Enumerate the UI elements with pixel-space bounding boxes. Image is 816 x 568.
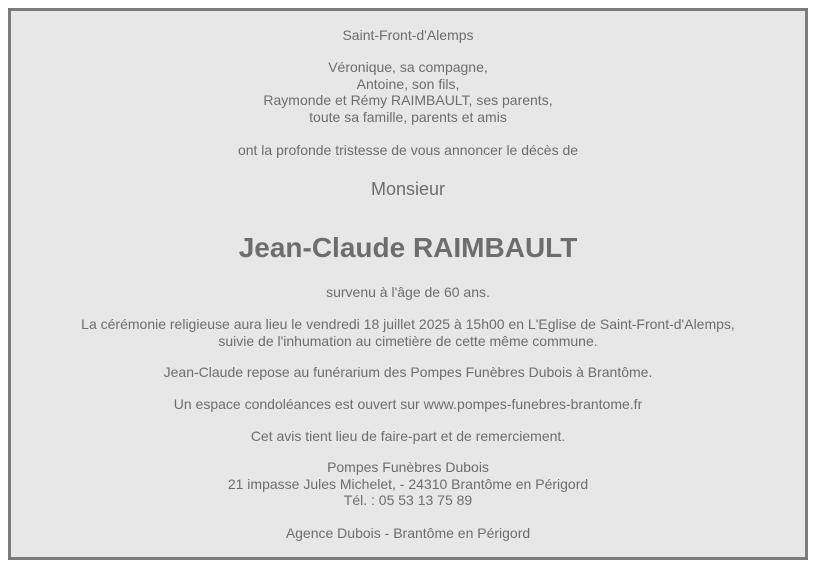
locality-text: Saint-Front-d'Alemps — [342, 27, 474, 43]
rest-place — [11, 364, 805, 381]
funeral-home-name: Pompes Funèbres Dubois — [327, 459, 489, 475]
funeral-home-info — [11, 459, 805, 509]
honorific-text: Monsieur — [370, 179, 446, 199]
rest-place-text: Jean-Claude repose au funérarium des Pompes Funèbres Dubois à Brantôme. — [163, 364, 653, 380]
ceremony-details — [11, 316, 805, 349]
age-text: survenu à l'âge de 60 ans. — [326, 284, 490, 300]
announcement — [11, 142, 805, 159]
honorific — [11, 179, 805, 199]
funeral-home-address: 21 impasse Jules Michelet, - 24310 Brantôme en Périgord — [227, 475, 589, 492]
condolences-text: Un espace condoléances est ouvert sur www.pompes-funebres-brantome.fr — [173, 396, 643, 412]
obituary-notice — [8, 8, 808, 560]
family-list — [11, 59, 805, 125]
locality — [11, 27, 805, 44]
funeral-home-phone: Tél. : 05 53 13 75 89 — [343, 492, 473, 509]
announcement-text: ont la profonde tristesse de vous annoncer le décès de — [237, 142, 579, 158]
agency-text: Agence Dubois - Brantôme en Périgord — [285, 525, 531, 541]
ceremony-line: La cérémonie religieuse aura lieu le vendredi 18 juillet 2025 à 15h00 en L'Eglise de Saint-Front-d'Alemps, — [81, 316, 735, 332]
age-line — [11, 284, 805, 301]
deceased-name — [11, 232, 805, 264]
thanks-text: Cet avis tient lieu de faire-part et de remerciement. — [250, 428, 566, 444]
deceased-name-text: Jean-Claude RAIMBAULT — [238, 232, 578, 263]
family-line: Antoine, son fils, — [356, 75, 460, 92]
thanks — [11, 428, 805, 445]
family-line: Véronique, sa compagne, — [328, 59, 488, 75]
agency — [11, 525, 805, 542]
condolences — [11, 396, 805, 413]
family-line: toute sa famille, parents et amis — [309, 108, 507, 125]
ceremony-line: suivie de l'inhumation au cimetière de cette même commune. — [218, 332, 598, 349]
family-line: Raymonde et Rémy RAIMBAULT, ses parents, — [263, 92, 553, 109]
